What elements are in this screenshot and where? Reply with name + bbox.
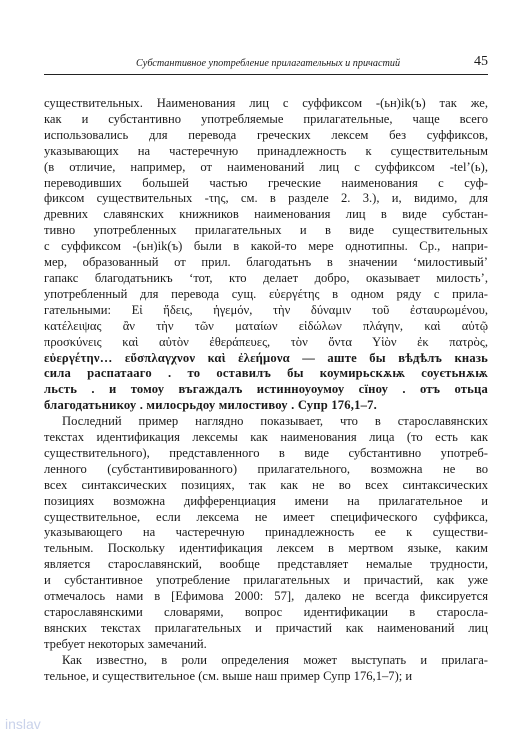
- page-body: [44, 96, 488, 685]
- paragraph-1: [44, 96, 488, 414]
- text-line: фиксом существительных -της, см. в разделе 2. 3.), и, видимо, для: [44, 191, 488, 206]
- text-line: существительных. Наименования лиц с суффиксом -(ьн)ik(ъ) так же,: [44, 96, 488, 110]
- text-line: гапакс благодатьникъ ‘тот, кто делает добро, оказывает милость’,: [44, 270, 488, 285]
- text-line: вянских текстах прилагательных и причастий как наименований лиц: [44, 620, 488, 635]
- running-title: Субстантивное употребление прилагательных и причастий: [136, 58, 401, 69]
- text-line: древних славянских книжников наименования лиц в виде субстан-: [44, 207, 488, 222]
- text-line: как и субстантивно употребляемые прилагательные, чаще всего: [44, 111, 488, 126]
- text-line: сила распатааго . то оставилъ бы коумирьскѫѭ соуєтьнѫѭ: [44, 366, 488, 381]
- text-line: текстах идентификация лексемы как наименования лица (то есть как: [44, 430, 488, 445]
- text-line: тельное, и существительное (см. выше наш пример Супр 176,1–7); и: [44, 668, 413, 683]
- text-line: всех синтаксических позициях, так как не во всех синтаксических: [44, 477, 488, 492]
- text-line: старославянскими словарями, вопрос идентификации в старосла-: [44, 605, 488, 619]
- text-line: требует некоторых замечаний.: [44, 636, 207, 651]
- text-line: отмечалось нами в [Ефимова 2000: 57], далеко не всегда фиксируется: [44, 589, 488, 604]
- paragraph-2: [44, 414, 488, 653]
- text-line: позициях возможна дифференциация имени на прилагательное и: [44, 493, 488, 508]
- text-line: употребленный для перевода сущ. εὐεργέτης в одном ряду с прила-: [44, 286, 488, 301]
- text-line: тельным. Поскольку идентификация лексем в мертвом языке, каким: [44, 541, 488, 556]
- text-line: κατέλειψας ἂν τὴν τῶν ματαίων εἰδώλων πλάγην, καὶ αὐτῷ: [44, 318, 488, 333]
- text-line: тивно употребленных прилагательных и в виде существительных: [44, 223, 488, 238]
- text-line: льсть . и томоу въгаждалъ истинноуоумоу сїноу . отъ отьца: [44, 382, 488, 397]
- page-number: 45: [474, 54, 488, 69]
- text-line: Как известно, в роли определения может выступать и прилага-: [62, 652, 488, 667]
- text-line: указывающего на частеречную принадлежность ее к существи-: [44, 525, 488, 540]
- text-line: мер, образованный от прил. благодатьнъ в значении ‘милостивый’: [44, 255, 488, 270]
- text-line: благодатьникоу . милосрьдоу милостивоу . Супр 176,1–7.: [44, 398, 377, 413]
- text-line: является старославянский, вообще представляет немалые трудности,: [44, 557, 488, 572]
- text-line: с суффиксом -(ьн)ik(ъ) были в какой-то мере однотипны. Ср., напри-: [44, 239, 488, 254]
- text-line: ленного (субстантивированного) прилагательного, возможна не во: [44, 461, 488, 476]
- text-line: (в отличие, например, от наименований лиц с суффиксом -tel’(ь),: [44, 159, 488, 174]
- text-line: и субстантивное употребление прилагательных и причастий, как уже: [44, 573, 488, 588]
- text-line: переводивших большей частью греческие наименования с суф-: [44, 175, 488, 190]
- text-line: существительного), представленного в виде субстантивно употреб-: [44, 445, 488, 460]
- text-line: существительное, если лексема не имеет специфического суффикса,: [44, 509, 488, 524]
- paragraph-3: [44, 653, 488, 685]
- text-line: προσκύνεις καὶ αὐτὸν ἐθεράπευες, τὸν ὄντα Υἱὸν ἐκ πατρὸς,: [44, 334, 488, 349]
- text-line: εὐεργέτην… εὔσπλαγχνον καὶ ἐλεήμονα — аште бы вѣдѣлъ кназь: [44, 350, 488, 365]
- text-line: гательными: Εἰ ἥδεις, ἡγεμόν, τὴν δύναμιν τοῦ ἐσταυρωμένου,: [44, 302, 488, 317]
- text-line: Последний пример наглядно показывает, что в старославянских: [62, 414, 488, 429]
- running-header: [44, 52, 488, 75]
- text-line: указывающих на частеречную принадлежность к существительным: [44, 143, 488, 158]
- text-line: использовались для перевода греческих лексем без суффиксов,: [44, 127, 488, 142]
- watermark-text: inslav: [5, 716, 41, 732]
